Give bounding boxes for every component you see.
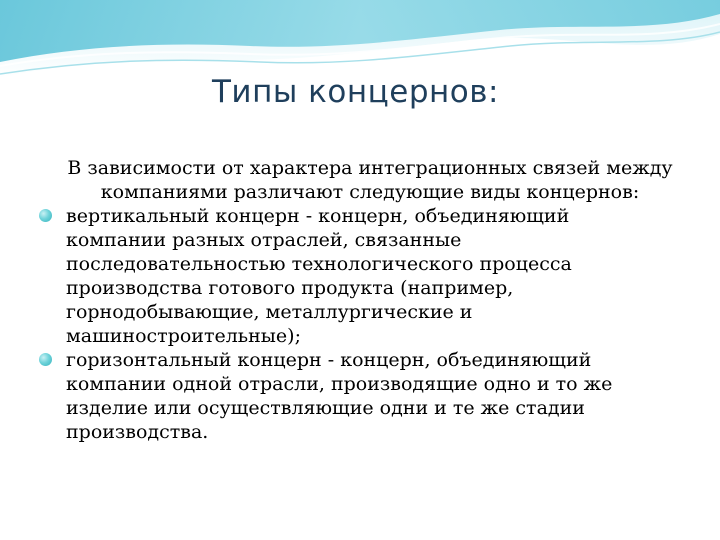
bullet-vertical-concern <box>38 204 674 348</box>
bullet-horizontal-concern <box>38 348 674 444</box>
bullet-list <box>38 204 674 444</box>
bullet-text: вертикальный концерн - концерн, объединяющий компании разных отраслей, связанные последовательностью технологического процесса производства готового продукта (например, горнодобывающие, металлургические и машиностроительные); <box>66 205 572 347</box>
slide-title: Типы концернов: <box>212 74 499 110</box>
bullet-circle-icon <box>39 353 52 366</box>
intro-paragraph: В зависимости от характера интеграционных связей между компаниями различают следующие виды концернов: <box>67 157 673 203</box>
bullet-text: горизонтальный концерн - концерн, объединяющий компании одной отрасли, производящие одно и то же изделие или осуществляющие одни и те же стадии производства. <box>66 349 613 443</box>
bullet-circle-icon <box>39 209 52 222</box>
slide-body <box>38 156 674 444</box>
